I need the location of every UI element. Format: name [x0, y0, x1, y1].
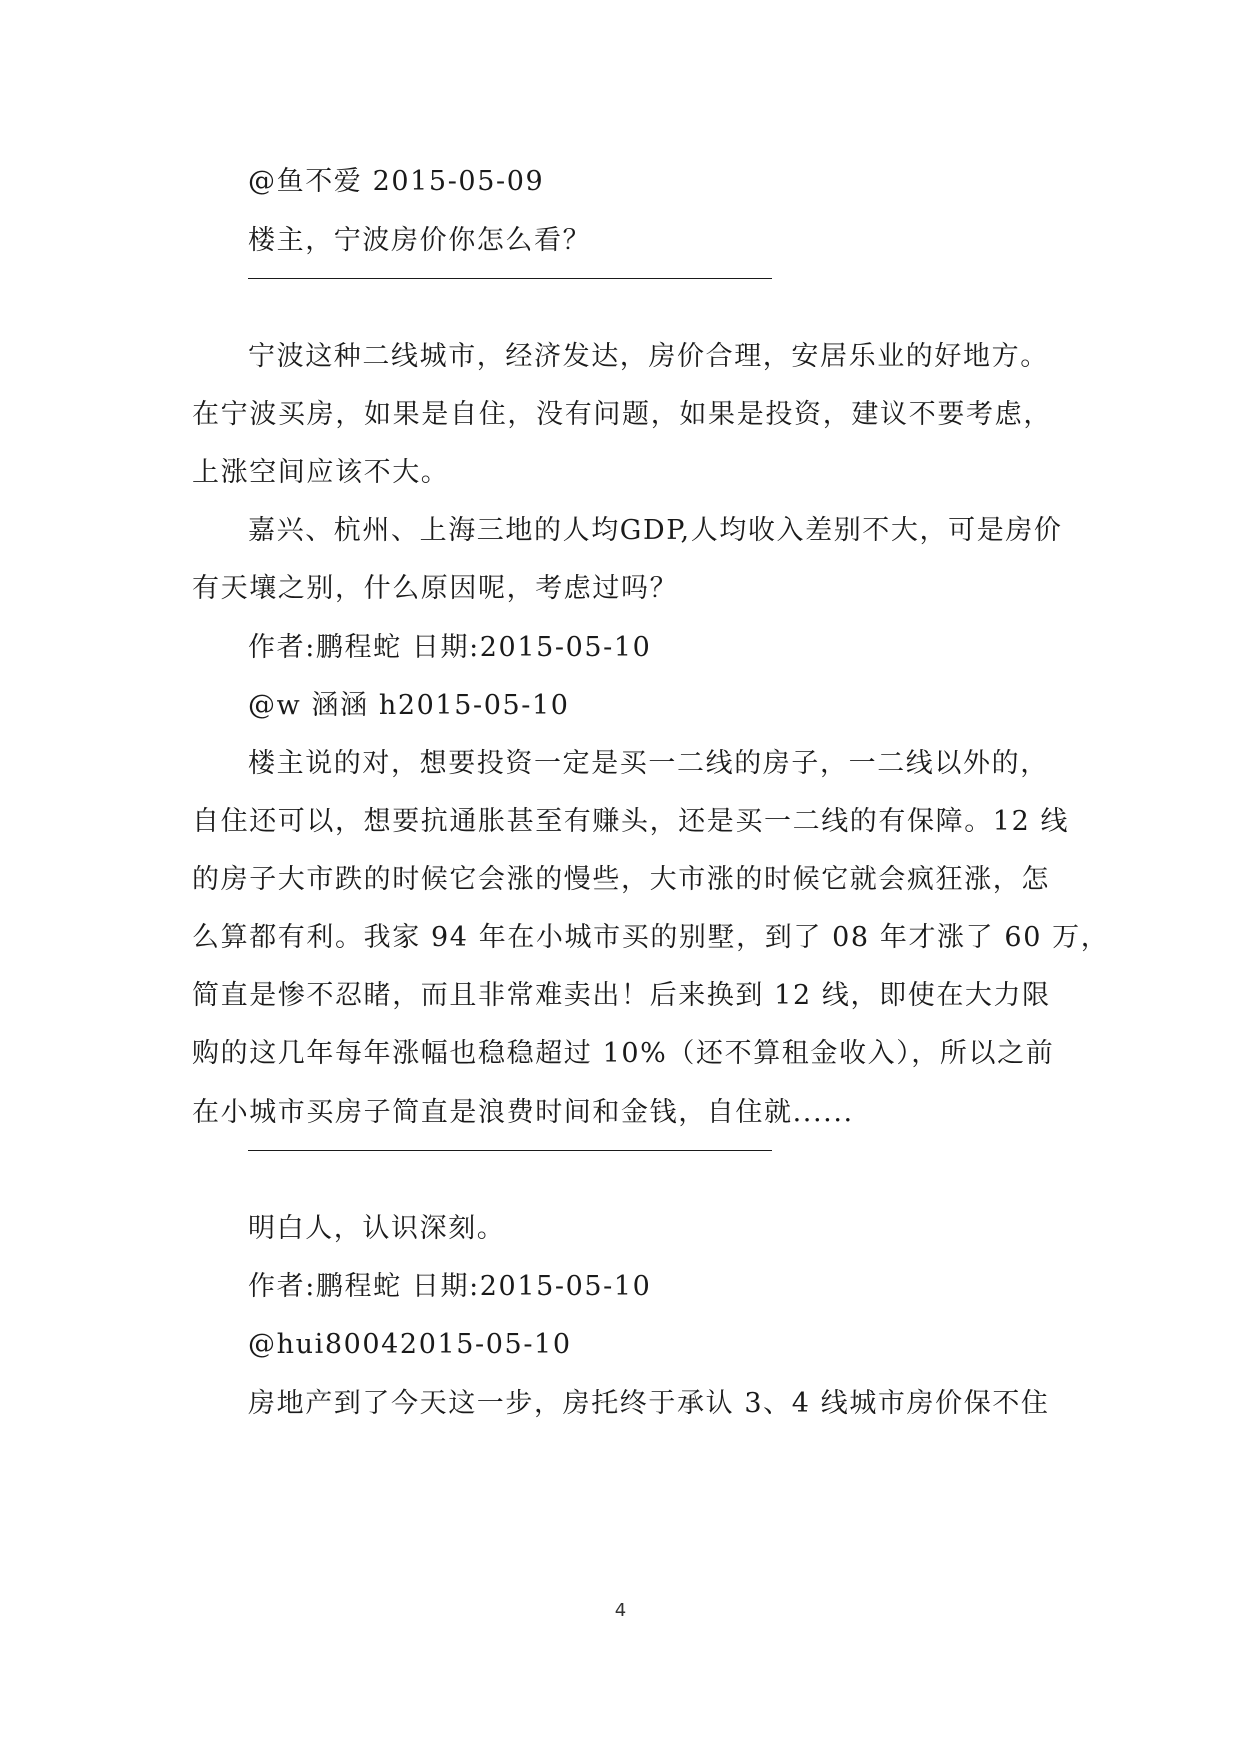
reply-header: @hui80042015-05-10: [248, 1329, 572, 1360]
paragraph-line: 明白人，认识深刻。: [248, 1213, 506, 1244]
page-number: 4: [614, 1600, 627, 1621]
reply-header: @鱼不爱 2015-05-09: [248, 166, 545, 197]
author-date-line: 作者:鹏程蛇 日期:2015-05-10: [248, 1271, 652, 1302]
paragraph-line: 楼主说的对，想要投资一定是买一二线的房子，一二线以外的，: [248, 748, 1049, 779]
paragraph-line: 宁波这种二线城市，经济发达，房价合理，安居乐业的好地方。: [248, 341, 1049, 372]
paragraph-line: 简直是惨不忍睹，而且非常难卖出！后来换到 12 线，即使在大力限: [192, 980, 1051, 1011]
paragraph-line: 有天壤之别，什么原因呢，考虑过吗？: [192, 573, 679, 604]
paragraph-line: 房地产到了今天这一步，房托终于承认 3、4 线城市房价保不住: [248, 1388, 1050, 1419]
dashed-divider: [248, 1150, 772, 1151]
question-text: 楼主，宁波房价你怎么看？: [248, 225, 592, 256]
paragraph-line: 在宁波买房，如果是自住，没有问题，如果是投资，建议不要考虑，: [192, 399, 1052, 430]
paragraph-line: 自住还可以，想要抗通胀甚至有赚头，还是买一二线的有保障。12 线: [192, 806, 1070, 837]
paragraph-line: 购的这几年每年涨幅也稳稳超过 10%（还不算租金收入），所以之前: [192, 1038, 1055, 1069]
author-date-line: 作者:鹏程蛇 日期:2015-05-10: [248, 632, 652, 663]
paragraph-line: 嘉兴、杭州、上海三地的人均GDP,人均收入差别不大，可是房价: [248, 515, 1063, 546]
dashed-divider: [248, 278, 772, 279]
paragraph-line: 么算都有利。我家 94 年在小城市买的别墅，到了 08 年才涨了 60 万，: [192, 922, 1110, 953]
paragraph-line: 在小城市买房子简直是浪费时间和金钱，自住就......: [192, 1097, 854, 1128]
reply-header: @w 涵涵 h2015-05-10: [248, 690, 570, 721]
paragraph-line: 上涨空间应该不大。: [192, 457, 450, 488]
paragraph-line: 的房子大市跌的时候它会涨的慢些，大市涨的时候它就会疯狂涨，怎: [192, 864, 1050, 895]
